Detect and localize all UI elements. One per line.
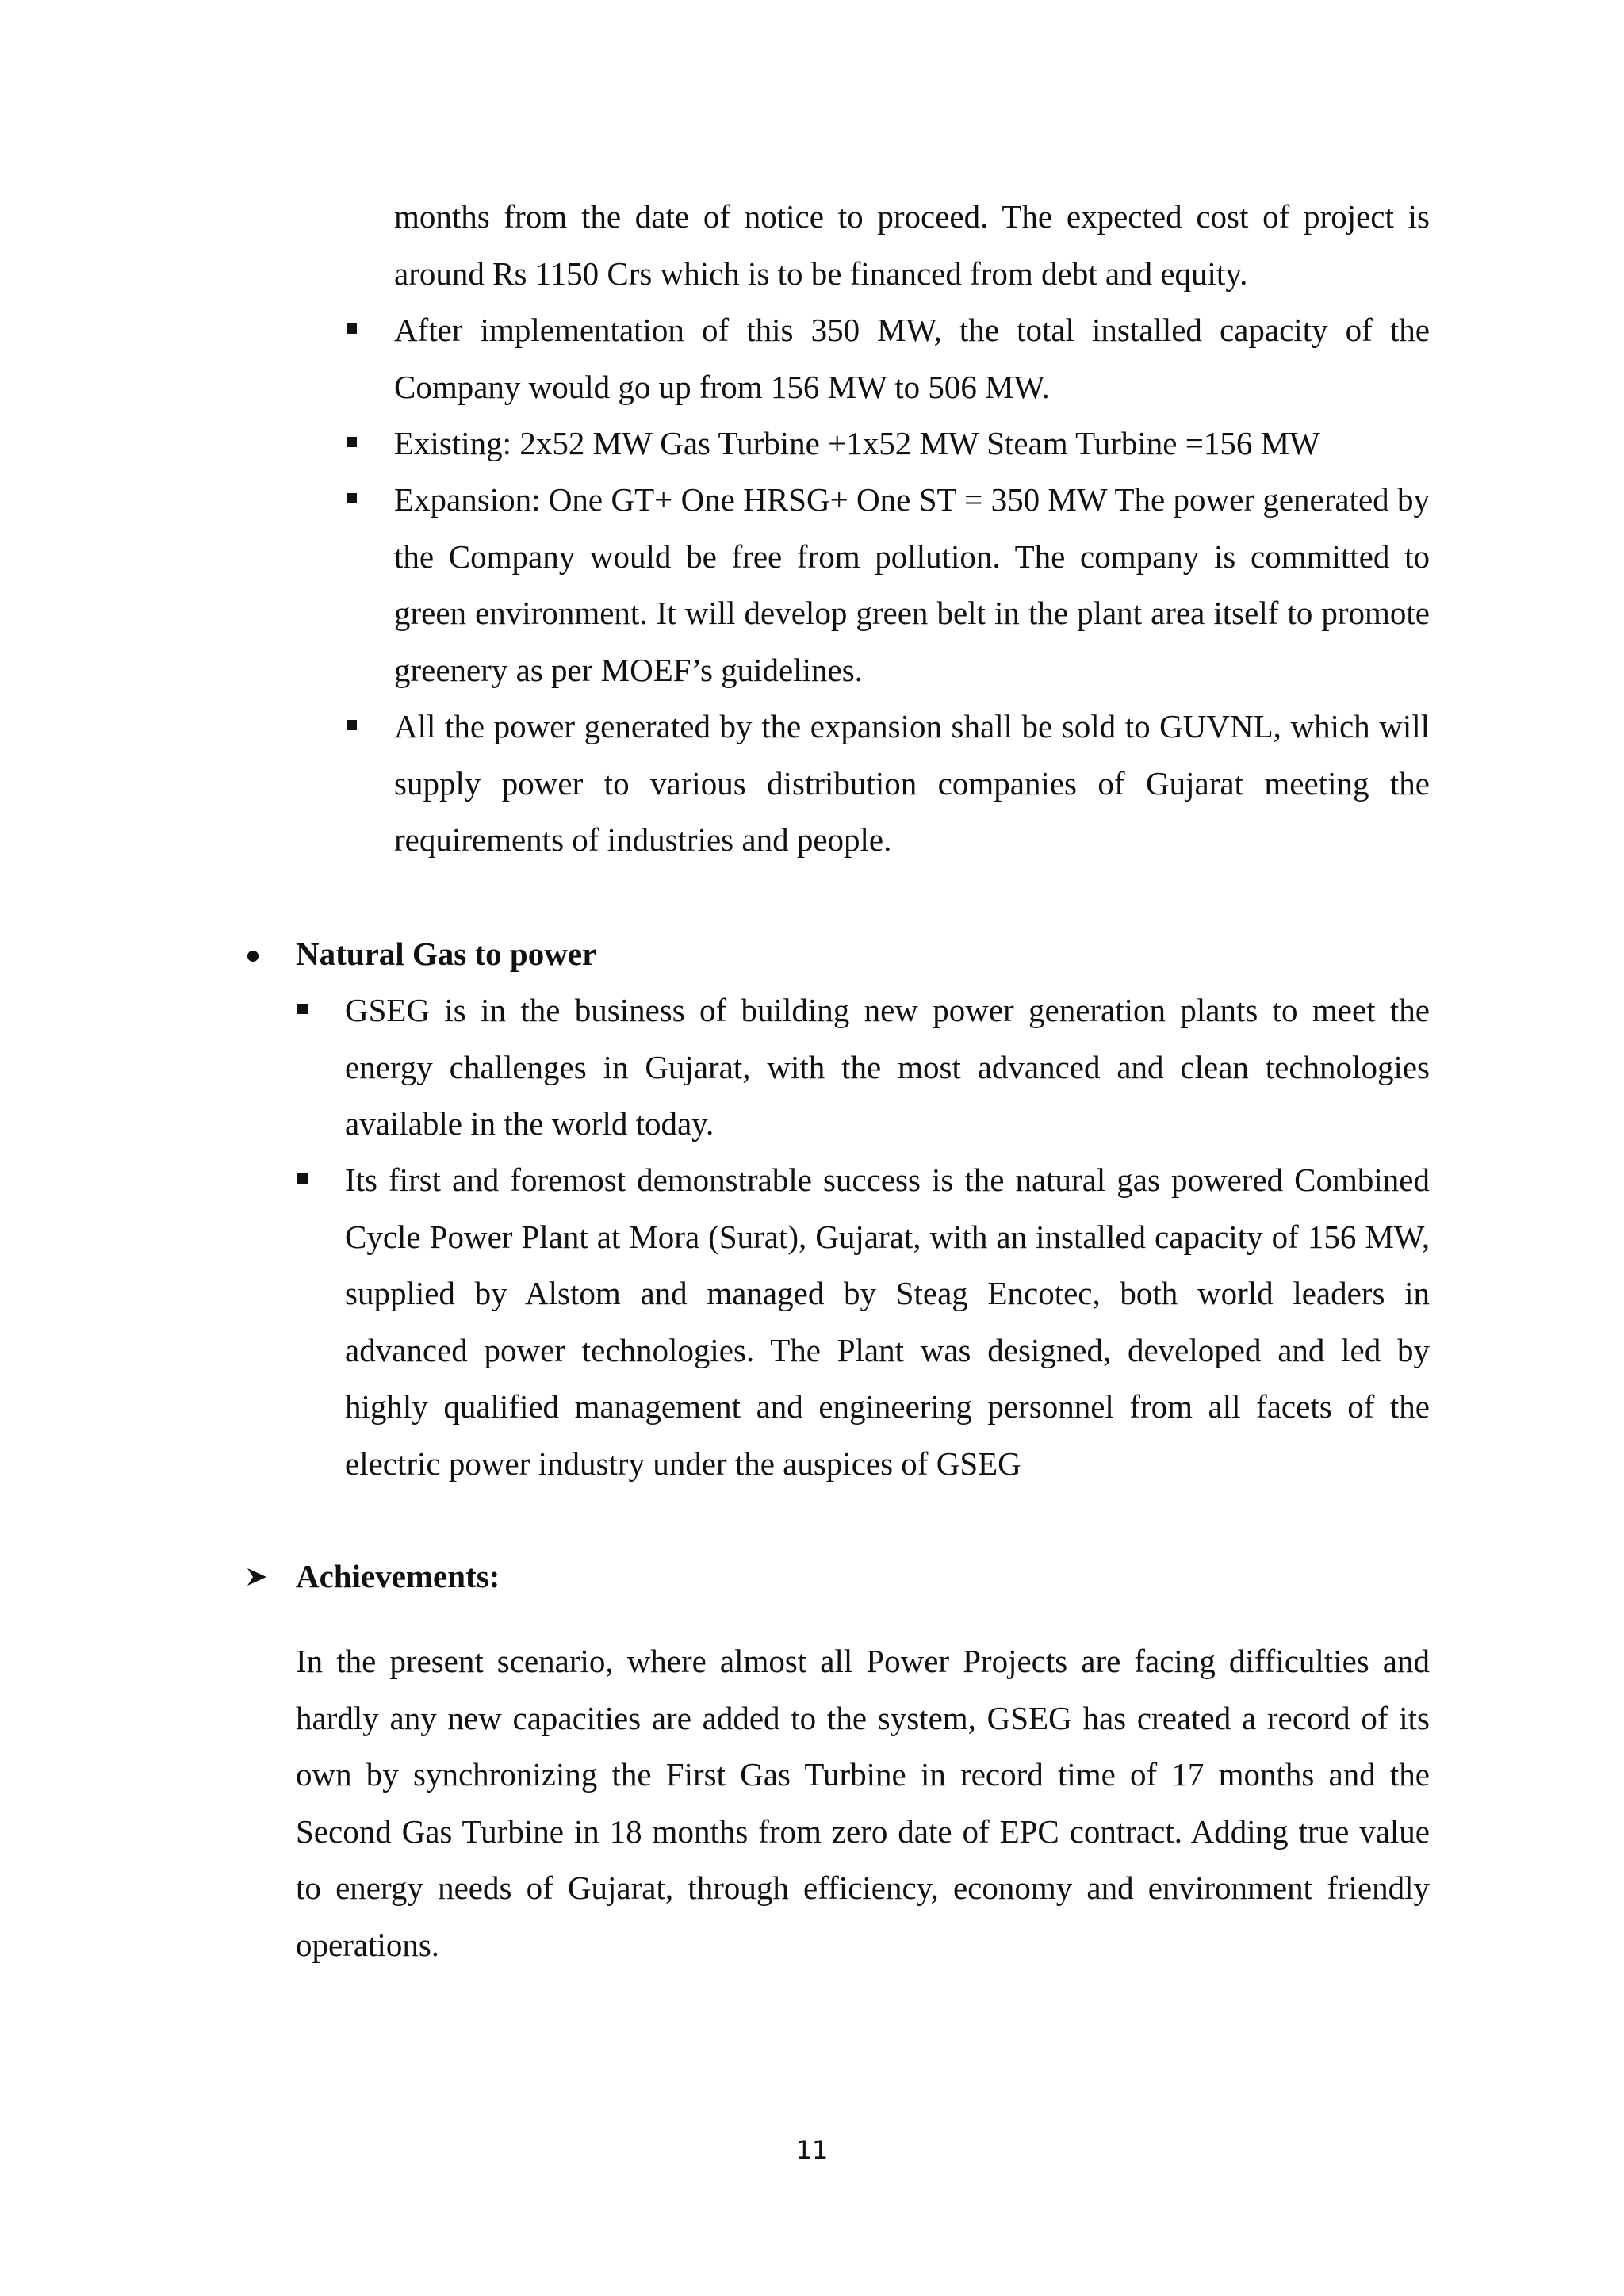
expansion-bullet-item bbox=[394, 415, 1430, 473]
page-number: 11 bbox=[795, 2135, 829, 2165]
expansion-bullet-text: All the power generated by the expansion shall be sold to GUVNL, which will supply power to various distribution companies of Gujarat meeting the requirements of industries and people. bbox=[394, 708, 1430, 858]
arrow-bullet-icon bbox=[246, 1566, 268, 1588]
square-bullet-icon bbox=[347, 323, 357, 334]
achievements-paragraph bbox=[296, 1633, 1430, 1973]
natural-gas-bullet-text: GSEG is in the business of building new power generation plants to meet the energy challenges in Gujarat, with the most advanced and clean technologies available in the world today. bbox=[345, 992, 1430, 1142]
achievements-text: In the present scenario, where almost all Power Projects are facing difficulties and hardly any new capacities are added to the system, GSEG has created a record of its own by synchronizing the First Gas Turbine in record time of 17 months and the Second Gas Turbine in 18 months from zero date of EPC contract. Adding true value to energy needs of Gujarat, through efficiency, economy and environment friendly operations. bbox=[296, 1643, 1430, 1963]
square-bullet-icon bbox=[347, 437, 357, 447]
square-bullet-icon bbox=[297, 1004, 308, 1014]
square-bullet-icon bbox=[347, 493, 357, 503]
expansion-bullet-text: Existing: 2x52 MW Gas Turbine +1x52 MW Steam Turbine =156 MW bbox=[394, 425, 1320, 461]
round-bullet-icon bbox=[247, 951, 259, 962]
natural-gas-bullet-item bbox=[345, 1152, 1430, 1492]
continuation-paragraph bbox=[394, 189, 1430, 302]
expansion-bullet-text: Expansion: One GT+ One HRSG+ One ST = 350 MW The power generated by the Company would be free from pollution. The company is committed to green environment. It will develop green belt in the plant area itself to promote greenery as per MOEF’s guidelines. bbox=[394, 481, 1430, 688]
square-bullet-icon bbox=[297, 1173, 308, 1184]
natural-gas-bullet-item bbox=[345, 982, 1430, 1153]
natural-gas-bullet-text: Its first and foremost demonstrable success is the natural gas powered Combined Cycle Power Plant at Mora (Surat), Gujarat, with an installed capacity of 156 MW, supplied by Alstom and managed by Steag Encotec, both world leaders in advanced power technologies. The Plant was designed, developed and led by highly qualified management and engineering personnel from all facets of the electric power industry under the auspices of GSEG bbox=[345, 1161, 1430, 1482]
expansion-bullet-item bbox=[394, 302, 1430, 415]
natural-gas-heading: Natural Gas to power bbox=[296, 936, 597, 972]
achievements-heading: Achievements: bbox=[296, 1558, 500, 1594]
square-bullet-icon bbox=[347, 720, 357, 730]
expansion-bullet-item bbox=[394, 472, 1430, 698]
expansion-bullet-text: After implementation of this 350 MW, the total installed capacity of the Company would go up from 156 MW to 506 MW. bbox=[394, 312, 1430, 405]
expansion-bullet-item bbox=[394, 698, 1430, 869]
continuation-text: months from the date of notice to proceed. The expected cost of project is around Rs 1150 Crs which is to be financed from debt and equity. bbox=[394, 198, 1430, 292]
